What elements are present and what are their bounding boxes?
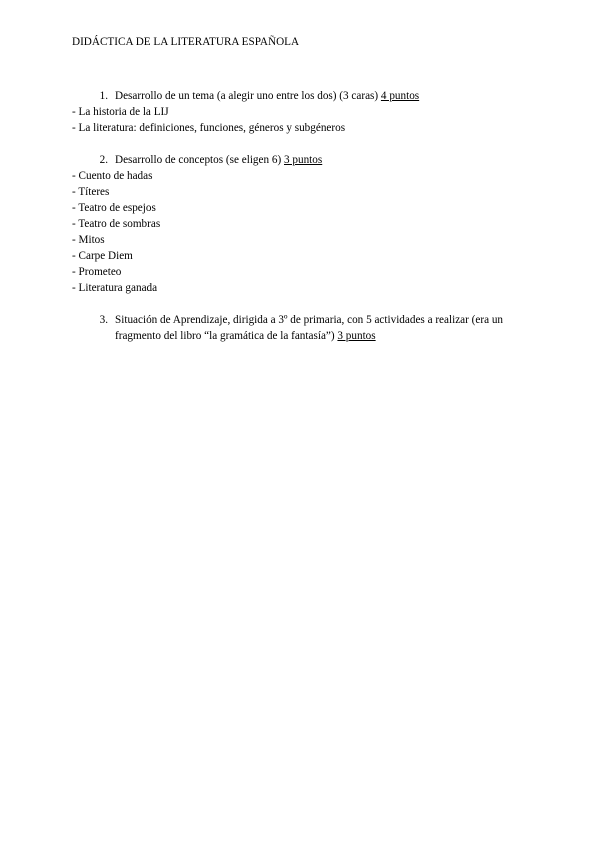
list-item: - Títeres xyxy=(72,186,110,198)
list-item: - Mitos xyxy=(72,234,105,246)
list-item: - Prometeo xyxy=(72,266,122,278)
section-1-heading xyxy=(72,88,532,104)
section-1-points: 4 puntos xyxy=(380,90,420,102)
section-3 xyxy=(72,312,532,344)
section-3-number: 3. xyxy=(99,314,108,326)
list-item: - Carpe Diem xyxy=(72,250,133,262)
list-item: - La historia de la LIJ xyxy=(72,106,169,118)
section-3-points: 3 puntos xyxy=(337,330,376,342)
section-2-list xyxy=(72,168,532,296)
list-item: - Cuento de hadas xyxy=(72,170,153,182)
section-2-heading xyxy=(72,152,532,168)
section-3-heading xyxy=(72,312,532,344)
section-2-number: 2. xyxy=(99,154,108,166)
section-1 xyxy=(72,88,532,136)
list-item: - La literatura: definiciones, funciones, géneros y subgéneros xyxy=(72,122,346,134)
section-2-points: 3 puntos xyxy=(284,154,323,166)
list-item: - Teatro de sombras xyxy=(72,218,161,230)
section-1-list xyxy=(72,104,532,136)
section-3-text: Situación de Aprendizaje, dirigida a 3º de primaria, con 5 actividades a realizar (era un fragmento del libro “la gramática de la fantasía”) xyxy=(115,314,504,342)
document-title: DIDÁCTICA DE LA LITERATURA ESPAÑOLA xyxy=(72,36,300,48)
list-item: - Literatura ganada xyxy=(72,282,158,294)
section-1-text: Desarrollo de un tema (a alegir uno entre los dos) (3 caras) xyxy=(115,90,379,102)
section-2-text: Desarrollo de conceptos (se eligen 6) xyxy=(115,154,282,166)
list-item: - Teatro de espejos xyxy=(72,202,156,214)
section-1-number: 1. xyxy=(99,90,108,102)
section-2 xyxy=(72,152,532,296)
